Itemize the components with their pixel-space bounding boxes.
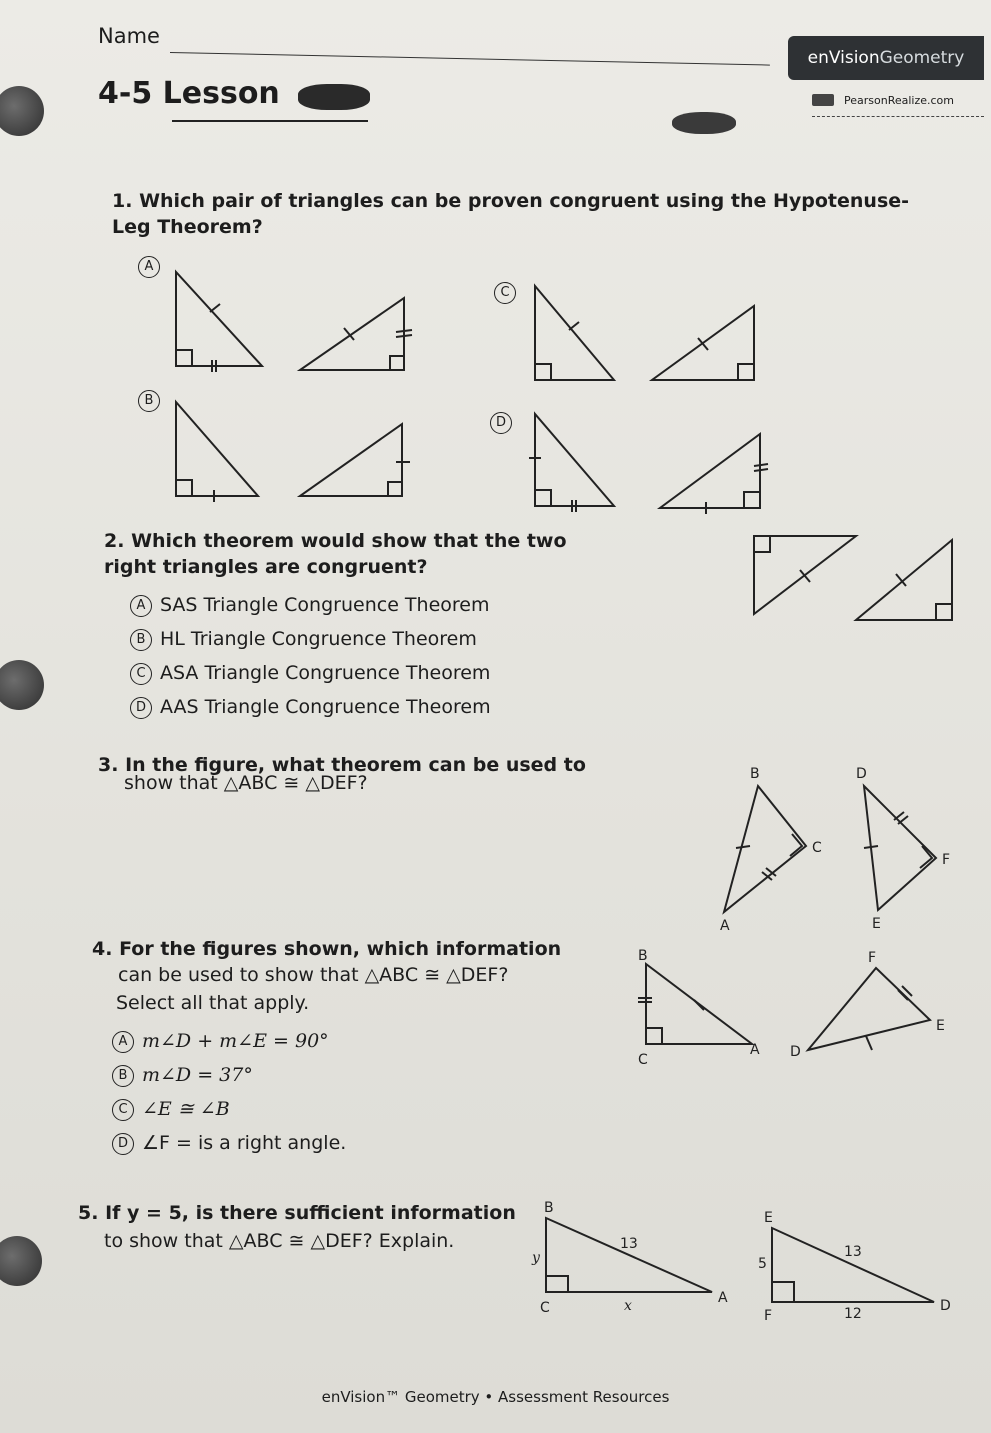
tick-mark: [762, 872, 772, 880]
q1-a-left-triangle: [176, 272, 262, 366]
right-angle-mark: [738, 364, 754, 380]
right-angle-mark: [546, 1276, 568, 1292]
tick-mark: [694, 1000, 704, 1010]
q4-choice-b[interactable]: [112, 1058, 346, 1092]
q1-option-d[interactable]: D: [490, 412, 512, 434]
q4-question-line2: can be used to show that △ABC ≅ △DEF?: [118, 964, 509, 986]
tick-mark: [754, 469, 768, 471]
option-letter: C: [112, 1099, 134, 1121]
q3-label-e: E: [872, 916, 881, 932]
q1-a-right-triangle: [300, 298, 404, 370]
footer-text: enVision™ Geometry • Assessment Resources: [321, 1388, 670, 1406]
q4-label-b: B: [638, 948, 648, 964]
q3-number: 3.: [98, 754, 119, 776]
tick-mark: [866, 1036, 872, 1050]
q2-choices: [130, 588, 491, 724]
option-letter: C: [130, 663, 152, 685]
q5-number: 5.: [78, 1202, 99, 1224]
q5-label-5: 5: [758, 1256, 767, 1272]
site-text: PearsonRealize.com: [844, 93, 955, 107]
q4-number: 4.: [92, 938, 113, 960]
q3-question-line2: show that △ABC ≅ △DEF?: [124, 772, 368, 794]
option-letter: D: [112, 1133, 134, 1155]
right-angle-mark: [176, 350, 192, 366]
q4-choices: [112, 1024, 346, 1160]
q4-question-line1: For the figures shown, which information: [119, 938, 562, 960]
q5-label-12: 12: [844, 1306, 862, 1322]
q4-triangle-def: [808, 968, 930, 1050]
q1-d-left-triangle: [535, 414, 614, 506]
q1-b-left-triangle: [176, 402, 258, 496]
right-angle-mark: [535, 490, 551, 506]
right-angle-mark: [646, 1028, 662, 1044]
q4-label-f: F: [868, 950, 877, 966]
q3-label-b: B: [750, 766, 760, 782]
q4-text: [92, 936, 612, 962]
q4-label-c: C: [638, 1052, 648, 1068]
tick-mark: [864, 846, 878, 848]
option-letter: A: [130, 595, 152, 617]
q2-choice-d[interactable]: [130, 690, 491, 724]
q4-label-a: A: [750, 1042, 760, 1058]
q1-option-a[interactable]: A: [138, 256, 160, 278]
right-angle-mark: [176, 480, 192, 496]
brand-prefix: enVision: [807, 48, 880, 68]
tick-mark: [569, 322, 579, 330]
tick-mark: [754, 464, 768, 466]
option-text: ASA Triangle Congruence Theorem: [160, 662, 491, 684]
right-angle-mark: [920, 846, 932, 868]
option-letter: A: [112, 1031, 134, 1053]
option-text: m∠D = 37°: [142, 1064, 253, 1086]
lesson-title: 4-5 Lesson: [98, 76, 280, 111]
tick-mark: [210, 304, 220, 312]
tick-mark: [736, 846, 750, 848]
q4-choice-c[interactable]: [112, 1092, 346, 1126]
q2-choice-b[interactable]: [130, 622, 491, 656]
right-angle-mark: [388, 482, 402, 496]
q5-label-d: D: [940, 1298, 951, 1314]
q5-text: [78, 1200, 518, 1226]
q5-question-line1: If y = 5, is there sufficient information: [105, 1202, 516, 1224]
q1-b-right-triangle: [300, 424, 402, 496]
q4-choice-d[interactable]: [112, 1126, 346, 1160]
tick-mark: [396, 330, 412, 332]
q5-label-y: y: [532, 1250, 540, 1266]
q1-question: Which pair of triangles can be proven congruent using the Hypotenuse-Leg Theorem?: [112, 190, 910, 238]
q3-triangle-abc: [724, 786, 806, 912]
name-label: Name: [98, 24, 160, 48]
q4-choice-a[interactable]: [112, 1024, 346, 1058]
tick-mark: [898, 816, 908, 824]
q3-question-line1: In the figure, what theorem can be used to: [125, 754, 586, 776]
tick-mark: [396, 335, 412, 337]
q2-right-triangle: [856, 540, 952, 620]
option-text: SAS Triangle Congruence Theorem: [160, 594, 490, 616]
option-text: AAS Triangle Congruence Theorem: [160, 696, 491, 718]
right-angle-mark: [772, 1282, 794, 1302]
q5-question-line2: to show that △ABC ≅ △DEF? Explain.: [104, 1230, 455, 1252]
q5-triangle-def: [772, 1228, 934, 1302]
q1-option-b[interactable]: B: [138, 390, 160, 412]
q1-option-c[interactable]: C: [494, 282, 516, 304]
right-angle-mark: [535, 364, 551, 380]
option-letter: D: [130, 697, 152, 719]
q3-label-a: A: [720, 918, 730, 934]
q3-label-f: F: [942, 852, 951, 868]
q4-question-line3: Select all that apply.: [116, 992, 310, 1014]
option-letter: B: [112, 1065, 134, 1087]
option-text: m∠D + m∠E = 90°: [142, 1030, 329, 1052]
q5-label-x: x: [624, 1298, 632, 1314]
q3-label-c: C: [812, 840, 822, 856]
right-angle-mark: [390, 356, 404, 370]
option-text: ∠E ≅ ∠B: [142, 1098, 230, 1120]
q5-label-hyp-left: 13: [620, 1236, 638, 1252]
q5-label-hyp-right: 13: [844, 1244, 862, 1260]
q2-choice-a[interactable]: [130, 588, 491, 622]
q5-label-b: B: [544, 1200, 554, 1216]
q5-label-a: A: [718, 1290, 728, 1306]
q4-label-e: E: [936, 1018, 945, 1034]
right-angle-mark: [936, 604, 952, 620]
q1-c-left-triangle: [535, 286, 614, 380]
q2-number: 2.: [104, 530, 125, 552]
q2-choice-c[interactable]: [130, 656, 491, 690]
option-text: ∠F = is a right angle.: [142, 1132, 347, 1154]
q2-question: Which theorem would show that the two right triangles are congruent?: [104, 530, 567, 578]
q2-text: [104, 528, 624, 580]
q5-label-f: F: [764, 1308, 773, 1324]
option-letter: B: [130, 629, 152, 651]
option-text: HL Triangle Congruence Theorem: [160, 628, 477, 650]
q5-triangle-abc: [546, 1218, 712, 1292]
q4-label-d: D: [790, 1044, 801, 1060]
q5-label-c: C: [540, 1300, 550, 1316]
right-angle-mark: [754, 536, 770, 552]
q1-number: 1.: [112, 190, 133, 212]
q3-triangle-def: [864, 786, 936, 910]
brand-suffix: Geometry: [879, 48, 965, 68]
q3-label-d: D: [856, 766, 867, 782]
right-angle-mark: [744, 492, 760, 508]
tick-mark: [894, 812, 904, 820]
q5-label-e: E: [764, 1210, 773, 1226]
